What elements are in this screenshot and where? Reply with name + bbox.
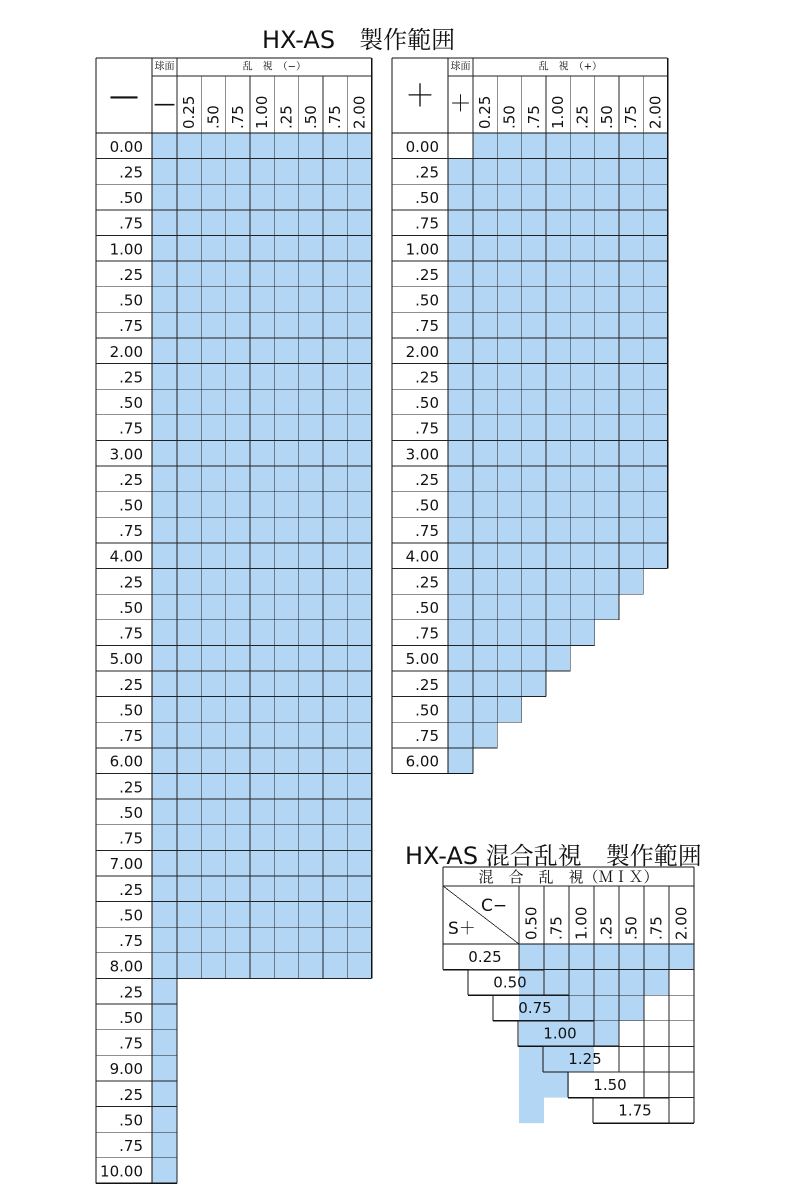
cyl-fill-bar	[546, 133, 570, 671]
row-label: .50	[119, 1111, 143, 1130]
mix-cyl-label: 0.50	[522, 906, 541, 940]
row-label: .25	[415, 265, 439, 284]
row-label: 1.00	[405, 240, 439, 259]
row-label: .25	[119, 880, 143, 899]
sign-symbol: —	[109, 79, 139, 114]
row-label: .50	[415, 189, 439, 208]
cyl-value-label: .25	[573, 105, 592, 129]
mix-corner-s: S＋	[448, 919, 476, 939]
mix-cyl-label: .75	[547, 916, 566, 940]
row-label: 3.00	[405, 445, 439, 464]
cyl-value-label: 2.00	[350, 95, 369, 129]
row-label: .25	[415, 470, 439, 489]
cyl-fill-bar	[595, 133, 619, 620]
mix-cyl-label: .75	[647, 916, 666, 940]
row-label: .50	[119, 598, 143, 617]
row-label: .25	[119, 368, 143, 387]
mix-fill-bar	[619, 944, 644, 1021]
cyl-value-label: .75	[622, 105, 641, 129]
row-label: .25	[119, 573, 143, 592]
row-label: .25	[415, 368, 439, 387]
sphere-fill-bar	[152, 133, 177, 1183]
row-label: .25	[119, 983, 143, 1002]
row-label: 2.00	[109, 342, 143, 361]
cyl-fill-bar	[177, 133, 201, 978]
row-label: .75	[415, 317, 439, 336]
mix-cyl-label: 1.00	[572, 906, 591, 940]
mix-header: 混 合 乱 視（ＭＩＸ）	[478, 868, 659, 886]
mix-corner-c: C−	[481, 896, 508, 916]
cyl-fill-bar	[274, 133, 298, 978]
cyl-value-label: .75	[228, 105, 247, 129]
row-label: .50	[119, 701, 143, 720]
sphere-col-symbol: ＋	[449, 92, 472, 117]
mix-fill-bar	[519, 944, 544, 1123]
cyl-header: 乱 視 （+）	[538, 61, 603, 73]
cyl-value-label: .50	[597, 105, 616, 129]
sign-symbol: ＋	[405, 79, 435, 114]
row-label: .75	[415, 624, 439, 643]
cyl-value-label: .50	[500, 105, 519, 129]
cyl-value-label: 1.00	[549, 95, 568, 129]
row-label: .25	[119, 265, 143, 284]
row-label: .75	[119, 624, 143, 643]
cyl-header: 乱 視 （−）	[242, 61, 307, 73]
row-label: .25	[119, 675, 143, 694]
cyl-value-label: 0.25	[476, 95, 495, 129]
row-label: .50	[119, 906, 143, 925]
row-label: 8.00	[109, 957, 143, 976]
mix-row-label: 1.75	[618, 1101, 652, 1120]
row-label: .25	[415, 675, 439, 694]
row-label: 4.00	[109, 547, 143, 566]
row-label: 0.00	[405, 137, 439, 156]
cyl-fill-bar	[643, 133, 667, 569]
row-label: .75	[119, 214, 143, 233]
row-label: .50	[415, 394, 439, 413]
row-label: .75	[415, 419, 439, 438]
cyl-value-label: 0.25	[180, 95, 199, 129]
row-label: .25	[415, 163, 439, 182]
cyl-fill-bar	[347, 133, 371, 978]
row-label: .75	[119, 932, 143, 951]
cyl-fill-bar	[250, 133, 274, 978]
row-label: .75	[119, 829, 143, 848]
row-label: .75	[119, 727, 143, 746]
mix-title: HX-AS 混合乱視 製作範囲	[405, 842, 702, 870]
row-label: 0.00	[109, 137, 143, 156]
row-label: .75	[119, 317, 143, 336]
row-label: .75	[415, 727, 439, 746]
row-label: 4.00	[405, 547, 439, 566]
mix-row-label: 1.50	[593, 1075, 627, 1094]
row-label: 7.00	[109, 855, 143, 874]
cyl-fill-bar	[323, 133, 347, 978]
mix-row-label: 0.75	[518, 999, 552, 1017]
row-label: .50	[415, 701, 439, 720]
cyl-fill-bar	[497, 133, 521, 722]
row-label: 1.00	[109, 240, 143, 259]
row-label: .50	[119, 496, 143, 515]
row-label: .25	[415, 573, 439, 592]
cyl-value-label: .25	[277, 105, 296, 129]
row-label: .75	[119, 1136, 143, 1155]
row-label: 6.00	[109, 752, 143, 771]
cyl-fill-bar	[201, 133, 225, 978]
row-label: .50	[119, 291, 143, 310]
row-label: .50	[415, 598, 439, 617]
row-label: 6.00	[405, 752, 439, 771]
mix-row-label: 1.00	[543, 1024, 577, 1043]
row-label: .25	[119, 470, 143, 489]
row-label: .25	[119, 1085, 143, 1104]
row-label: .50	[119, 1008, 143, 1027]
sphere-header: 球面	[450, 61, 471, 73]
cyl-value-label: .50	[301, 105, 320, 129]
row-label: 2.00	[405, 342, 439, 361]
row-label: 10.00	[100, 1162, 143, 1181]
mix-cyl-label: .50	[622, 916, 641, 940]
row-label: 9.00	[109, 1060, 143, 1079]
cyl-value-label: 1.00	[253, 95, 272, 129]
row-label: 3.00	[109, 445, 143, 464]
sphere-col-symbol: —	[153, 92, 176, 117]
row-label: .75	[119, 522, 143, 541]
cyl-value-label: .50	[204, 105, 223, 129]
row-label: .50	[415, 291, 439, 310]
mix-row-label: 1.25	[568, 1050, 602, 1069]
cyl-value-label: .75	[326, 105, 345, 129]
mix-cyl-label: 2.00	[672, 906, 691, 940]
row-label: .50	[415, 496, 439, 515]
sphere-header: 球面	[154, 61, 175, 73]
row-label: .50	[119, 394, 143, 413]
mix-cyl-label: .25	[597, 916, 616, 940]
mix-row-label: 0.25	[468, 947, 502, 966]
cyl-fill-bar	[226, 133, 250, 978]
row-label: .50	[119, 803, 143, 822]
cyl-value-label: .75	[524, 105, 543, 129]
row-label: .25	[119, 778, 143, 797]
row-label: .75	[119, 419, 143, 438]
row-label: .75	[119, 1034, 143, 1053]
row-label: 5.00	[109, 650, 143, 669]
mix-fill-bar	[669, 944, 694, 970]
row-label: .25	[119, 163, 143, 182]
mix-row-label: 0.50	[493, 973, 527, 992]
row-label: .75	[415, 522, 439, 541]
cyl-fill-bar	[299, 133, 323, 978]
row-label: .50	[119, 189, 143, 208]
row-label: 5.00	[405, 650, 439, 669]
row-label: .75	[415, 214, 439, 233]
main-title: HX-AS 製作範囲	[262, 26, 456, 54]
cyl-value-label: 2.00	[646, 95, 665, 129]
